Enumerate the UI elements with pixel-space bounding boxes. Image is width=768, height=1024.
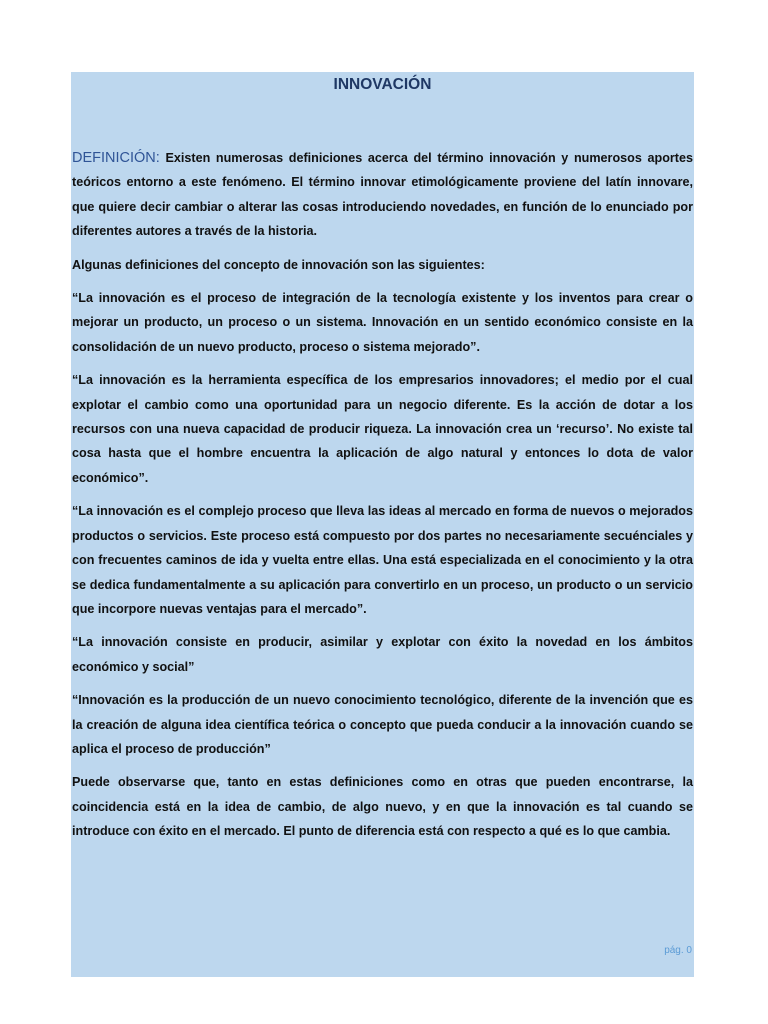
definition-label: DEFINICIÓN: (72, 150, 160, 166)
paragraph-definition (72, 146, 693, 244)
paragraph-quote-1: “La innovación es el proceso de integración de la tecnología existente y los inventos para crear o mejorar un producto, un proceso o un sistema. Innovación en un sentido económico consiste en la consolidación de un nuevo producto, proceso o sistema mejorado”. (72, 291, 693, 354)
document-body (72, 146, 693, 853)
paragraph-quote-3: “La innovación es el complejo proceso que lleva las ideas al mercado en forma de nuevos o mejorados productos o servicios. Este proceso está compuesto por dos partes no necesariamente secuénciales y con frecuentes caminos de ida y vuelta entre ellas. Una está especializada en el conocimiento y la otra se dedica fundamentalmente a su aplicación para convertirlo en un proceso, un producto o un servicio que incorpore nuevas ventajas para el mercado”. (72, 504, 693, 616)
paragraph-quote-2: “La innovación es la herramienta específica de los empresarios innovadores; el medio por el cual explotar el cambio como una oportunidad para un negocio diferente. Es la acción de dotar a los recursos con una nueva capacidad de producir riqueza. La innovación crea un ‘recurso’. No existe tal cosa hasta que el hombre encuentra la aplicación de algo natural y entonces lo dota de valor económico”. (72, 373, 693, 485)
document-page (71, 72, 694, 977)
paragraph-conclusion: Puede observarse que, tanto en estas definiciones como en otras que pueden encontrarse, la coincidencia está en la idea de cambio, de algo nuevo, y en que la innovación es tal cuando se introduce con éxito en el mercado. El punto de diferencia está con respecto a qué es lo que cambia. (72, 775, 693, 839)
page-number: pág. 0 (664, 945, 692, 956)
page-title: INNOVACIÓN (333, 76, 432, 93)
paragraph-quote-5: “Innovación es la producción de un nuevo conocimiento tecnológico, diferente de la invención que es la creación de alguna idea científica teórica o concepto que pueda conducir a la innovación cuando se aplica el proceso de producción” (72, 693, 693, 756)
paragraph-intro: Algunas definiciones del concepto de innovación son las siguientes: (72, 257, 485, 272)
paragraph-text: Existen numerosas definiciones acerca del término innovación y numerosos aportes teóricos entorno a este fenómeno. El término innovar etimológicamente proviene del latín innovare, que quiere decir cambiar o alterar las cosas introduciendo novedades, en función de lo enunciado por diferentes autores a través de la historia. (72, 151, 693, 239)
paragraph-quote-4: “La innovación consiste en producir, asimilar y explotar con éxito la novedad en los ámbitos económico y social” (72, 635, 693, 674)
